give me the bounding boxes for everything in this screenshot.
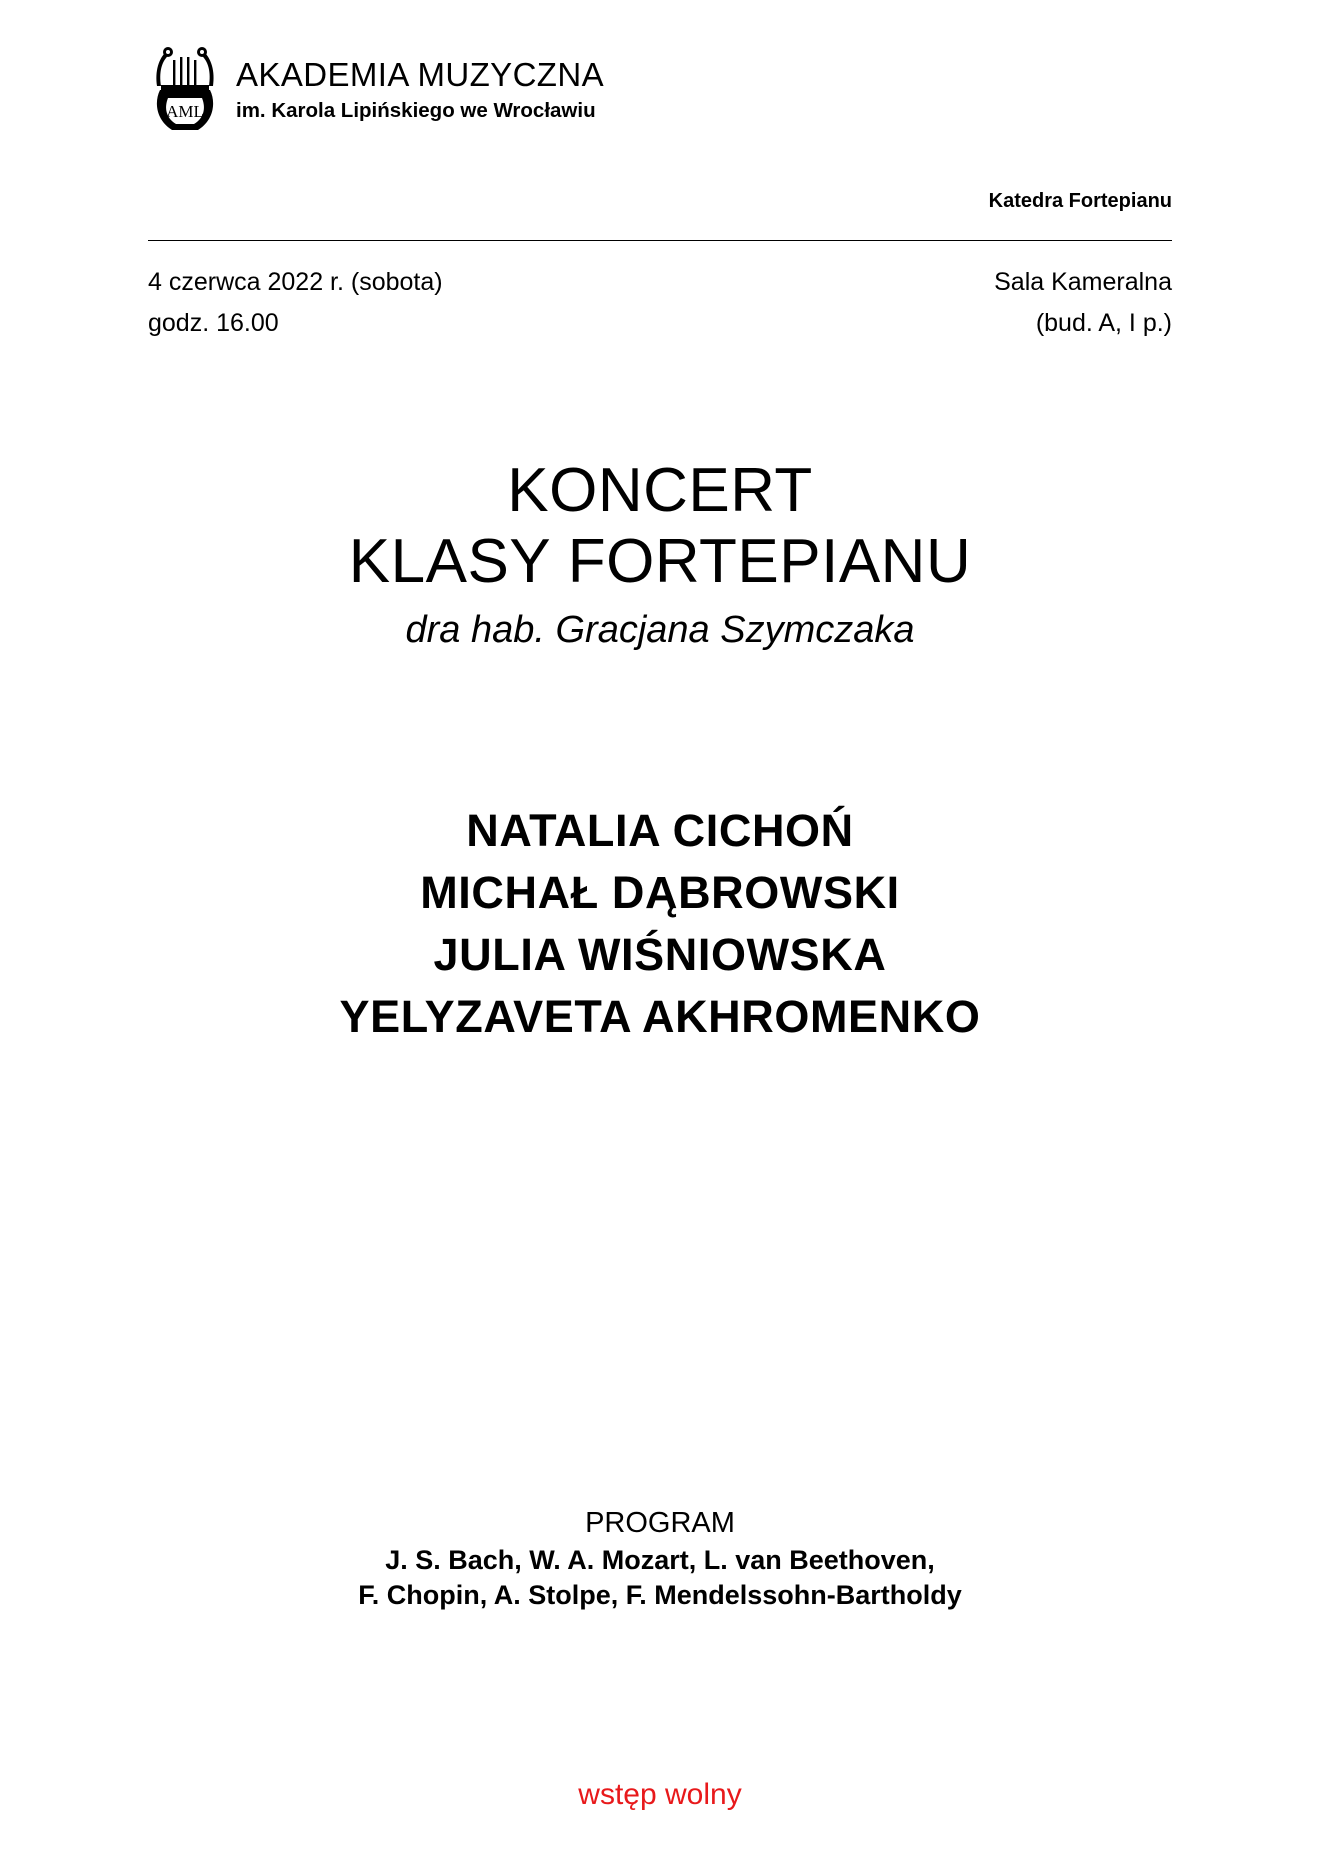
lyre-icon xyxy=(148,44,222,136)
free-entry-note: wstęp wolny xyxy=(578,1778,742,1811)
title-subtitle: dra hab. Gracjana Szymczaka xyxy=(405,608,915,651)
program-composers-line-1: J. S. Bach, W. A. Mozart, L. van Beethoven, xyxy=(385,1544,935,1575)
department-label: Katedra Fortepianu xyxy=(988,190,1172,212)
header-divider xyxy=(148,240,1172,241)
performer-name: NATALIA CICHOŃ xyxy=(466,805,854,856)
program-heading: PROGRAM xyxy=(585,1507,735,1539)
performers-list xyxy=(0,800,1320,1048)
svg-text:AML: AML xyxy=(166,102,204,121)
event-date: 4 czerwca 2022 r. (sobota) xyxy=(148,268,443,296)
performer-name: JULIA WIŚNIOWSKA xyxy=(433,929,887,981)
event-info-row-2 xyxy=(148,303,1172,344)
performer-name: YELYZAVETA AKHROMENKO xyxy=(339,991,981,1043)
institution-name: AKADEMIA MUZYCZNA xyxy=(236,56,605,93)
event-info-row-1 xyxy=(148,262,1172,303)
title-line-1: KONCERT xyxy=(507,456,813,525)
program-composers-line-2: F. Chopin, A. Stolpe, F. Mendelssohn-Bartholdy xyxy=(358,1579,962,1610)
event-time: godz. 16.00 xyxy=(148,308,279,337)
institution-subtitle: im. Karola Lipińskiego we Wrocławiu xyxy=(236,98,596,122)
program-section xyxy=(0,1505,1320,1613)
institution-wordmark xyxy=(236,44,604,123)
event-venue: Sala Kameralna xyxy=(994,268,1172,296)
performer-name: MICHAŁ DĄBROWSKI xyxy=(420,867,900,919)
institution-header xyxy=(148,44,604,136)
page-title xyxy=(0,455,1320,653)
title-line-2: KLASY FORTEPIANU xyxy=(348,527,972,597)
event-venue-detail: (bud. A, I p.) xyxy=(1035,308,1172,337)
event-info xyxy=(148,262,1172,343)
